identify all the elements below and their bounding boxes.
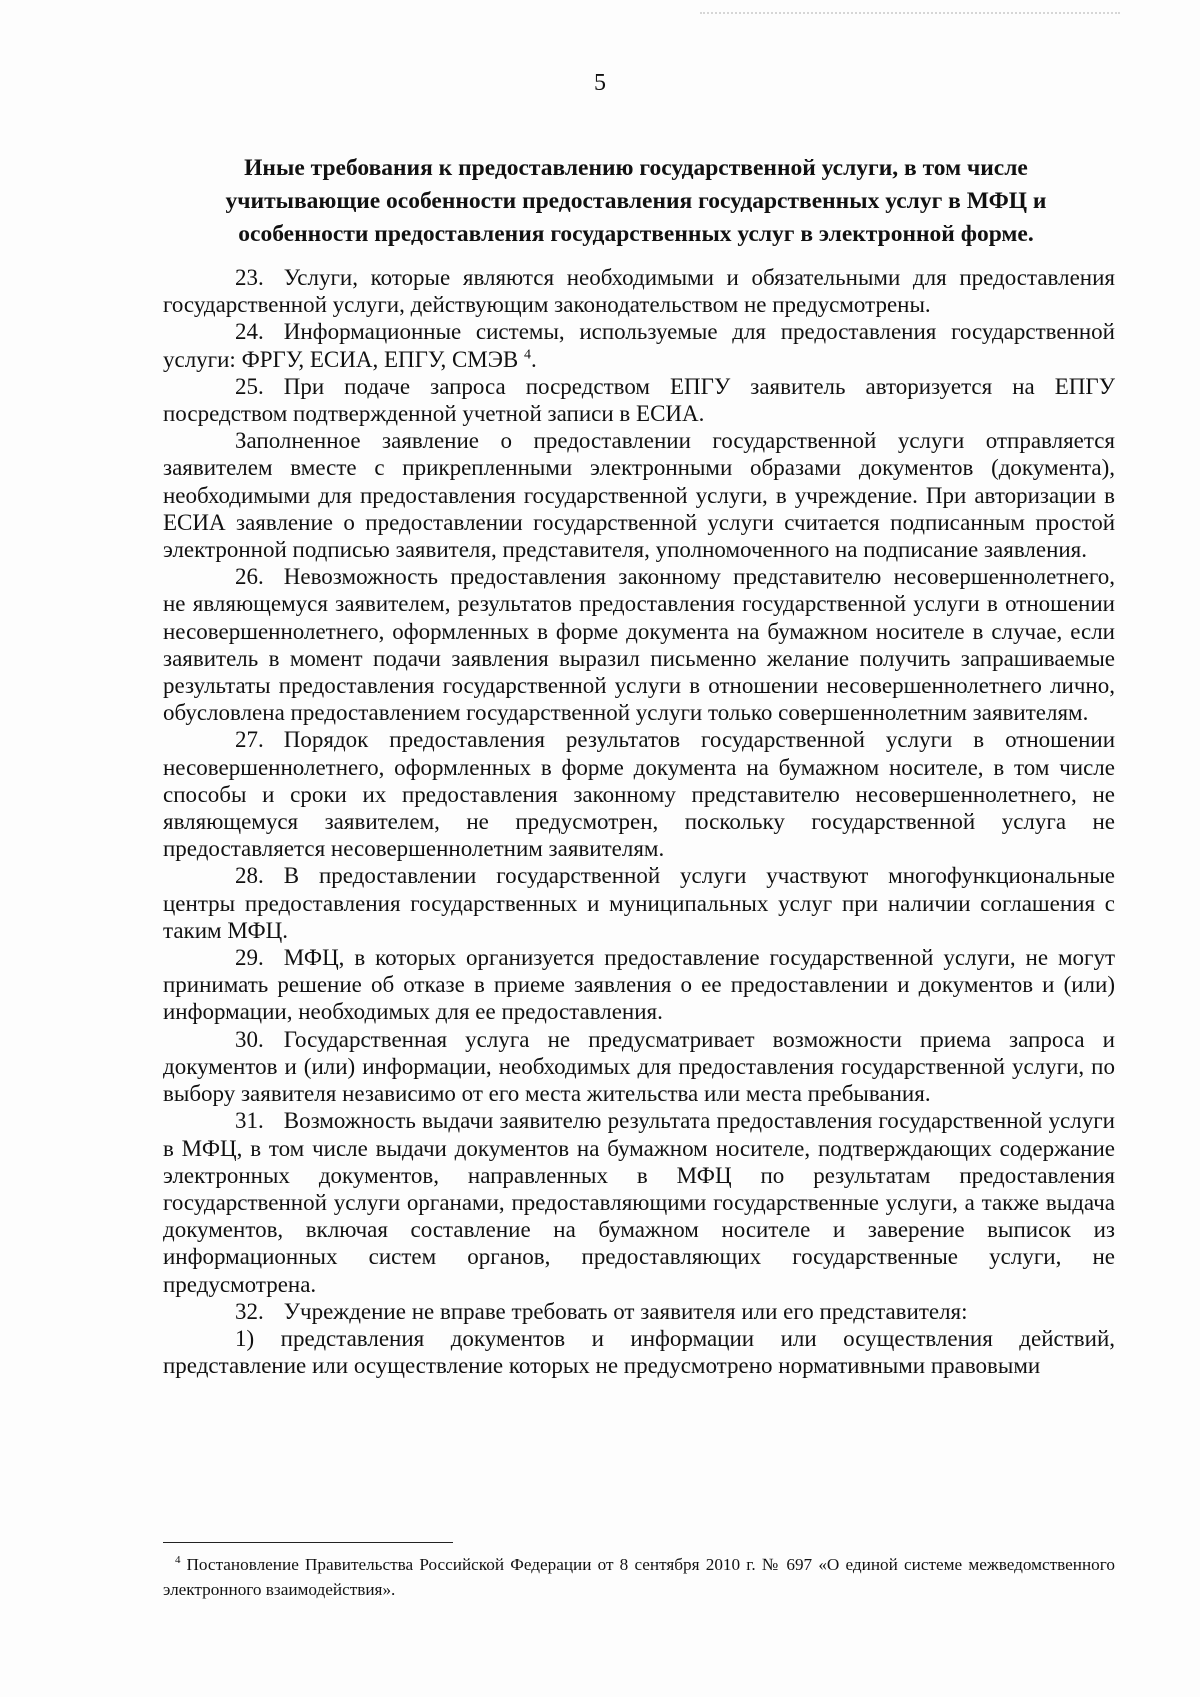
paragraph-text: Порядок предоставления результатов государственной услуги в отношении несовершеннолетнего, оформленных в форме документа на бумажном носителе, в том числе способы и сроки их предоставления законному представителю несовершеннолетнего, не являющемуся заявителем, не предусмотрен, поскольку государственной услуга не предоставляется несовершеннолетним заявителям.	[163, 727, 1115, 862]
paragraph-26	[163, 563, 1115, 726]
paragraph-number: 23.	[235, 265, 264, 290]
paragraph-text: При подаче запроса посредством ЕПГУ заявитель авторизуется на ЕПГУ посредством подтвержденной учетной записи в ЕСИА.	[163, 373, 1115, 427]
paragraph-number: 25.	[235, 373, 264, 399]
paragraph-text: Возможность выдачи заявителю результата предоставления государственной услуги в МФЦ, в том числе выдачи документов на бумажном носителе, подтверждающих содержание электронных документов, направленных в МФЦ по результатам предоставления государственной услуги органами, предоставляющими государственные услуги, а также выдача документов, включая составление на бумажном носителе и заверение выписок из информационных систем органов, предоставляющих государственные услуги, не предусмотрена.	[163, 1108, 1115, 1297]
paragraph-23	[163, 264, 1115, 318]
paragraph-text: МФЦ, в которых организуется предоставление государственной услуги, не могут принимать решение об отказе в приеме заявления о ее предоставлении и документов и (или) информации, необходимых для ее предоставления.	[163, 945, 1115, 1025]
paragraph-number: 24.	[235, 319, 264, 345]
paragraph-27	[163, 726, 1115, 862]
paragraph-25	[163, 373, 1115, 427]
paragraph-number: 26.	[235, 564, 264, 590]
paragraph-text: Услуги, которые являются необходимыми и обязательными для предоставления государственной услуги, действующим законодательством не предусмотрены.	[163, 265, 1115, 318]
paragraph-text: Государственная услуга не предусматривает возможности приема запроса и документов и (или) информации, необходимых для предоставления государственной услуги, по выбору заявителя независимо от его места жительства или места пребывания.	[163, 1026, 1115, 1107]
footnote	[163, 1552, 1115, 1602]
scan-artifact	[700, 12, 1120, 20]
footnote-reference[interactable]: 4	[524, 346, 532, 362]
paragraph-25-continued	[163, 427, 1115, 563]
paragraph-32-item-1	[163, 1325, 1115, 1379]
paragraph-30	[163, 1026, 1115, 1108]
paragraph-29	[163, 944, 1115, 1026]
page-number: 5	[594, 70, 606, 96]
document-body	[163, 264, 1115, 1379]
paragraph-31	[163, 1107, 1115, 1297]
paragraph-number: 30.	[235, 1026, 264, 1052]
paragraph-text-tail: .	[531, 346, 537, 372]
paragraph-text: В предоставлении государственной услуги участвуют многофункциональные центры предоставления государственных и муниципальных услуг при наличии соглашения с таким МФЦ.	[163, 863, 1115, 943]
paragraph-text: Невозможность предоставления законному представителю несовершеннолетнего, не являющемуся заявителем, результатов предоставления государственной услуги в отношении несовершеннолетнего, оформленных в форме документа на бумажном носителе в случае, если заявитель в момент подачи заявления выразил письменно желание получить запрашиваемые результаты предоставления государственной услуги в отношении несовершеннолетнего лично, обусловлена предоставлением государственной услуги только совершеннолетним заявителям.	[163, 564, 1115, 726]
paragraph-text: Заполненное заявление о предоставлении государственной услуги отправляется заявителем вместе с прикрепленными электронными образами документов (документа), необходимыми для предоставления государственной услуги, в учреждение. При авторизации в ЕСИА заявление о предоставлении государственной услуги считается подписанным простой электронной подписью заявителя, представителя, уполномоченного на подписание заявления.	[163, 428, 1115, 563]
paragraph-text: Информационные системы, используемые для предоставления государственной услуги: ФРГУ, ЕСИА, ЕПГУ, СМЭВ	[163, 319, 1115, 372]
footnote-mark: 4	[175, 1554, 181, 1567]
paragraph-number: 27.	[235, 727, 264, 753]
paragraph-24	[163, 318, 1115, 372]
footnote-text: Постановление Правительства Российской Федерации от 8 сентября 2010 г. № 697 «О единой системе межведомственного электронного взаимодействия».	[163, 1555, 1115, 1599]
footnote-divider	[163, 1542, 453, 1543]
paragraph-text: 1) представления документов и информации или осуществления действий, представление или осуществление которых не предусмотрено нормативными правовыми	[163, 1325, 1115, 1379]
paragraph-text: Учреждение не вправе требовать от заявителя или его представителя:	[283, 1298, 968, 1324]
paragraph-32	[163, 1298, 1115, 1325]
section-heading: Иные требования к предоставлению государственной услуги, в том числе учитывающие особенности предоставления государственных услуг в МФЦ и особенности предоставления государственных услуг в электронной форме.	[225, 155, 1047, 247]
paragraph-28	[163, 862, 1115, 944]
paragraph-number: 32.	[235, 1298, 264, 1324]
paragraph-number: 31.	[235, 1108, 264, 1134]
paragraph-number: 28.	[235, 863, 264, 889]
paragraph-number: 29.	[235, 945, 264, 971]
